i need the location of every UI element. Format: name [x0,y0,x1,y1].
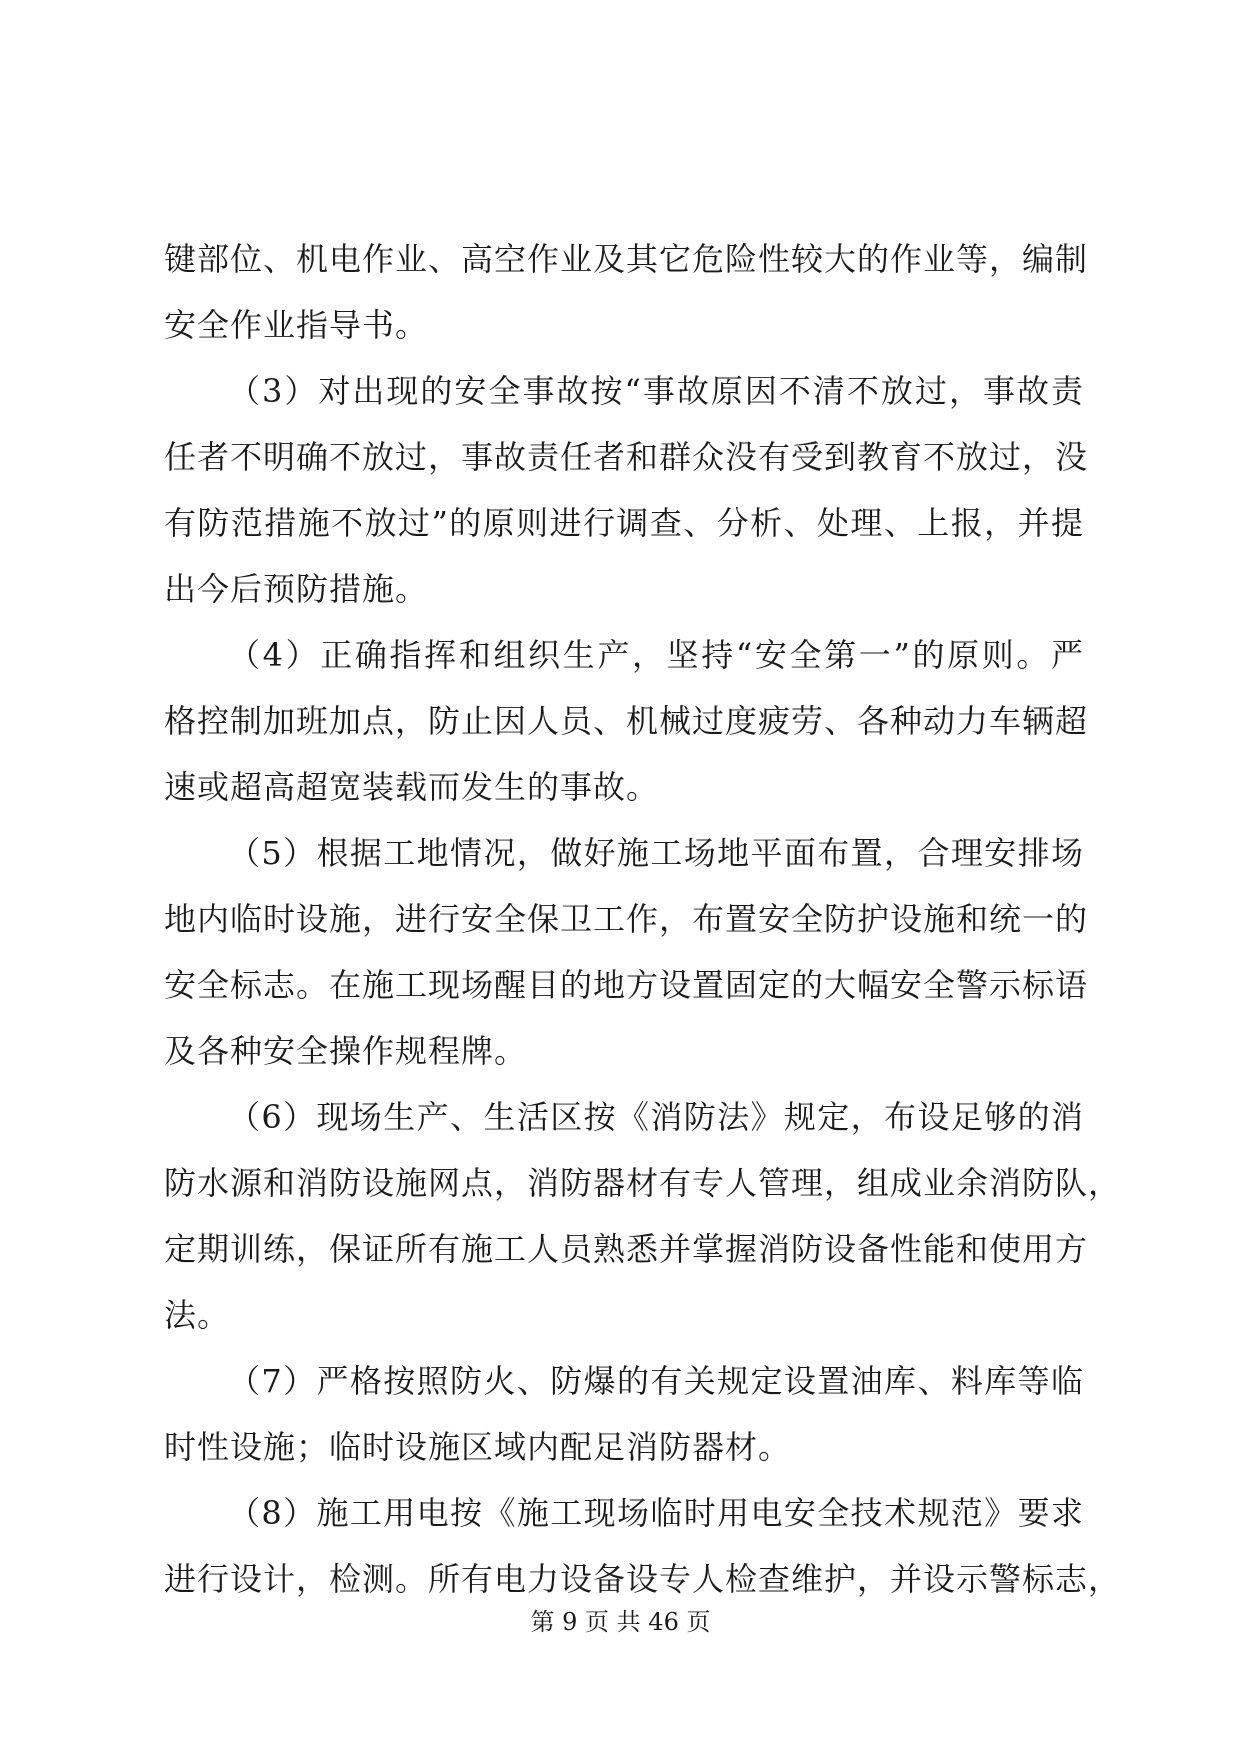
text-line: 格控制加班加点，防止因人员、机械过度疲劳、各种动力车辆超 [164,702,1089,740]
text-line: 速或超高超宽装载而发生的事故。 [164,768,660,806]
document-body [164,226,1122,1612]
text-line: 进行设计，检测。所有电力设备设专人检查维护，并设示警标志， [164,1560,1122,1598]
text-line: 有防范措施不放过”的原则进行调查、分析、处理、上报，并提 [164,504,1084,542]
text-line: （8）施工用电按《施工现场临时用电安全技术规范》要求 [228,1494,1084,1532]
text-line: 时性设施；临时设施区域内配足消防器材。 [164,1428,792,1466]
text-line: 防水源和消防设施网点，消防器材有专人管理，组成业余消防队， [164,1164,1122,1202]
text-line: 安全作业指导书。 [164,306,429,344]
text-line: 任者不明确不放过，事故责任者和群众没有受到教育不放过，没 [164,438,1089,476]
text-line: （4）正确指挥和组织生产，坚持“安全第一”的原则。严 [228,636,1084,674]
text-line: 及各种安全操作规程牌。 [164,1032,528,1070]
text-line: 出今后预防措施。 [164,570,429,608]
text-line: （3）对出现的安全事故按“事故原因不清不放过，事故责 [228,372,1084,410]
text-line: （7）严格按照防火、防爆的有关规定设置油库、料库等临 [228,1362,1084,1400]
text-line: 定期训练，保证所有施工人员熟悉并掌握消防设备性能和使用方 [164,1230,1089,1268]
text-line: 地内临时设施，进行安全保卫工作，布置安全防护设施和统一的 [164,900,1089,938]
text-line: 安全标志。在施工现场醒目的地方设置固定的大幅安全警示标语 [164,966,1089,1004]
text-line: （6）现场生产、生活区按《消防法》规定，布设足够的消 [228,1098,1084,1136]
text-line: 键部位、机电作业、高空作业及其它危险性较大的作业等，编制 [164,240,1089,278]
page-footer: 第 9 页 共 46 页 [530,1608,711,1636]
text-line: 法。 [164,1296,231,1334]
text-line: （5）根据工地情况，做好施工场地平面布置，合理安排场 [228,834,1084,872]
